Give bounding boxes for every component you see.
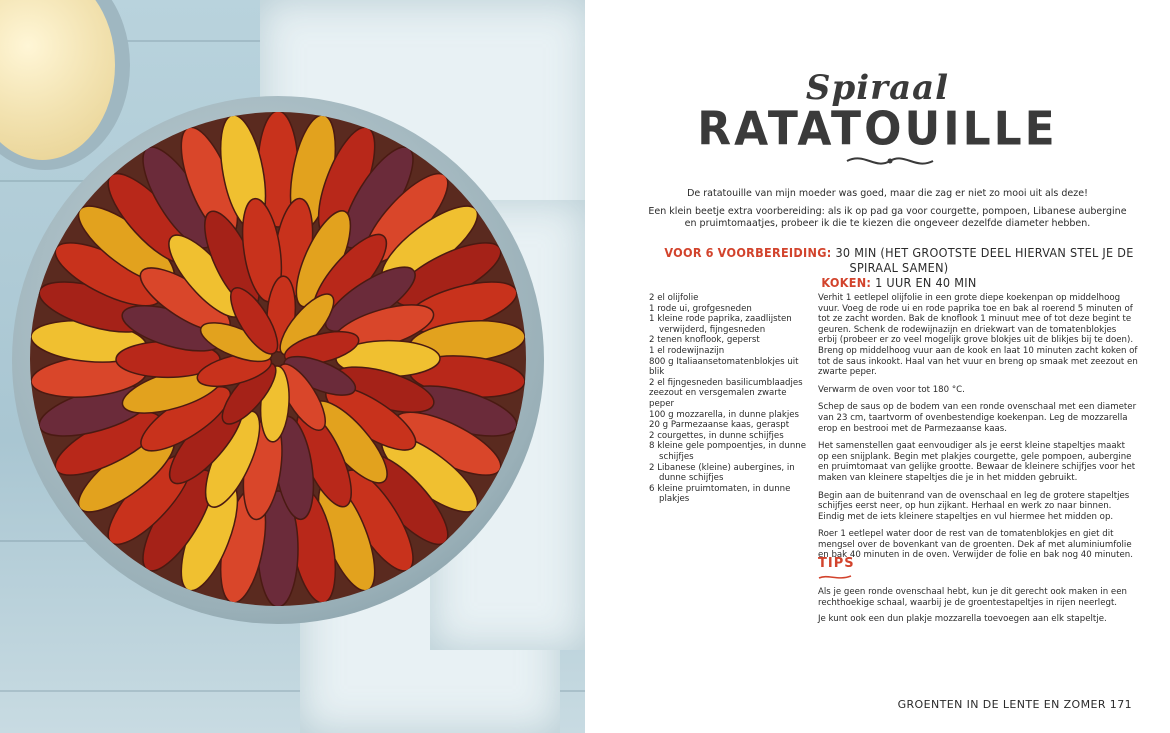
intro [645, 188, 1130, 236]
title-script: Spiraal [805, 68, 950, 108]
tip: Als je geen ronde ovenschaal hebt, kun je dit gerecht ook maken in een rechthoekige schaal, waarbij je de groentestapeltjes in rijen neerlegt. [818, 587, 1127, 608]
prep-label: VOORBEREIDING: [717, 245, 832, 260]
ingredient-item: 2 tenen knoflook, geperst [649, 335, 760, 346]
tips-underline [818, 573, 852, 581]
method-step: Verwarm de oven voor tot 180 °C. [818, 384, 965, 395]
recipe-meta [649, 245, 1149, 290]
cook-label: KOKEN: [821, 275, 872, 290]
ingredient-item: 2 el olijfolie [649, 293, 699, 303]
tips-heading: TIPS [818, 556, 855, 571]
method-step: Het samenstellen gaat eenvoudiger als je eerst kleine stapeltjes maakt op een snijplank. Begin met plakjes courgette, gele pompoen, aubergine en pruimtomaat van gelijke grootte. Bewaar de kleinere schijfjes voor het maken van kleinere stapeltjes die je in het midden gebruikt. [818, 441, 1136, 483]
ingredient-item: 8 kleine gele pompoentjes, in dunne schijfjes [649, 441, 807, 462]
page-title: RATATOUILLE [697, 102, 1058, 157]
page-footer: GROENTEN IN DE LENTE EN ZOMER 171 [897, 698, 1132, 711]
intro-line: Een klein beetje extra voorbereiding: als ik op pad ga voor courgette, pompoen, Libanese aubergine en pruimtomaatjes, probeer ik die te kiezen die ongeveer dezelfde diameter hebben. [648, 205, 1127, 229]
vegetable-spiral [30, 112, 526, 606]
ornament-swirl [845, 150, 935, 172]
serves-value: 6 [705, 245, 714, 260]
method-steps [818, 293, 1138, 568]
intro-line: De ratatouille van mijn moeder was goed, maar die zag er niet zo mooi uit als deze! [687, 188, 1088, 199]
tip: Je kunt ook een dun plakje mozzarella toevoegen aan elk stapeltje. [818, 614, 1107, 625]
ingredient-item: 1 rode ui, grofgesneden [649, 303, 752, 314]
ingredient-item: 800 g Italiaansetomatenblokjes uit blik [649, 356, 799, 378]
ingredient-item: 6 kleine pruimtomaten, in dunne plakjes [649, 483, 791, 505]
ingredient-list [649, 293, 809, 505]
method-step: Verhit 1 eetlepel olijfolie in een grote diepe koekenpan op middelhoog vuur. Voeg de rode ui en rode paprika toe en bak al roerend 5 minuten of tot ze zacht worden. Bak de knoflook 1 minuut mee of tot deze begint te geuren. Schenk de rodewijnazijn en driekwart van de tomatenblokjes erbij (probeer er zo veel mogelijk grove blokjes uit de blikjes bij te doen). Breng op middelhoog vuur aan de kook en laat 10 minuten zacht koken of tot de saus inkookt. Haal van het vuur en breng op smaak met zeezout en zwarte peper. [818, 293, 1138, 378]
method-step: Roer 1 eetlepel water door de rest van de tomatenblokjes en giet dit mengsel over de bovenkant van de groenten. Dek af met aluminiumfolie en bak 40 minuten in de oven. Verwijder de folie en bak nog 40 minuten. [818, 529, 1133, 561]
cook-value: 1 UUR EN 40 MIN [875, 275, 977, 290]
ingredient-item: 1 el rodewijnazijn [649, 345, 725, 356]
prep-value: 30 MIN (HET GROOTSTE DEEL HIERVAN STEL JE DE SPIRAAL SAMEN) [835, 245, 1134, 275]
ingredient-item: 2 Libanese (kleine) aubergines, in dunne schijfjes [649, 462, 795, 484]
method-step: Schep de saus op de bodem van een ronde ovenschaal met een diameter van 23 cm, taartvorm of ovenbestendige koekenpan. Leg de mozzarella erop en bestrooi met de Parmezaanse kaas. [818, 402, 1137, 434]
ingredient-item: zeezout en versgemalen zwarte peper [649, 388, 787, 409]
tips [818, 587, 1138, 631]
ingredient-item: 2 el fijngesneden basilicumblaadjes [649, 377, 803, 388]
ingredient-item: 20 g Parmezaanse kaas, geraspt [649, 420, 790, 431]
ingredient-item: 1 kleine rode paprika, zaadlijsten verwijderd, fijngesneden [649, 314, 792, 335]
ingredient-item: 100 g mozzarella, in dunne plakjes [649, 409, 799, 420]
serves-label: VOOR [664, 245, 702, 260]
method-step: Begin aan de buitenrand van de ovenschaal en leg de grotere stapeltjes schijfjes eerst neer, op hun zijkant. Herhaal en werk zo naar binnen. Eindig met de iets kleinere stapeltjes en vul hiermee het midden op. [818, 490, 1130, 522]
recipe-page [585, 0, 1170, 733]
ingredient-item: 2 courgettes, in dunne schijfjes [649, 430, 784, 441]
